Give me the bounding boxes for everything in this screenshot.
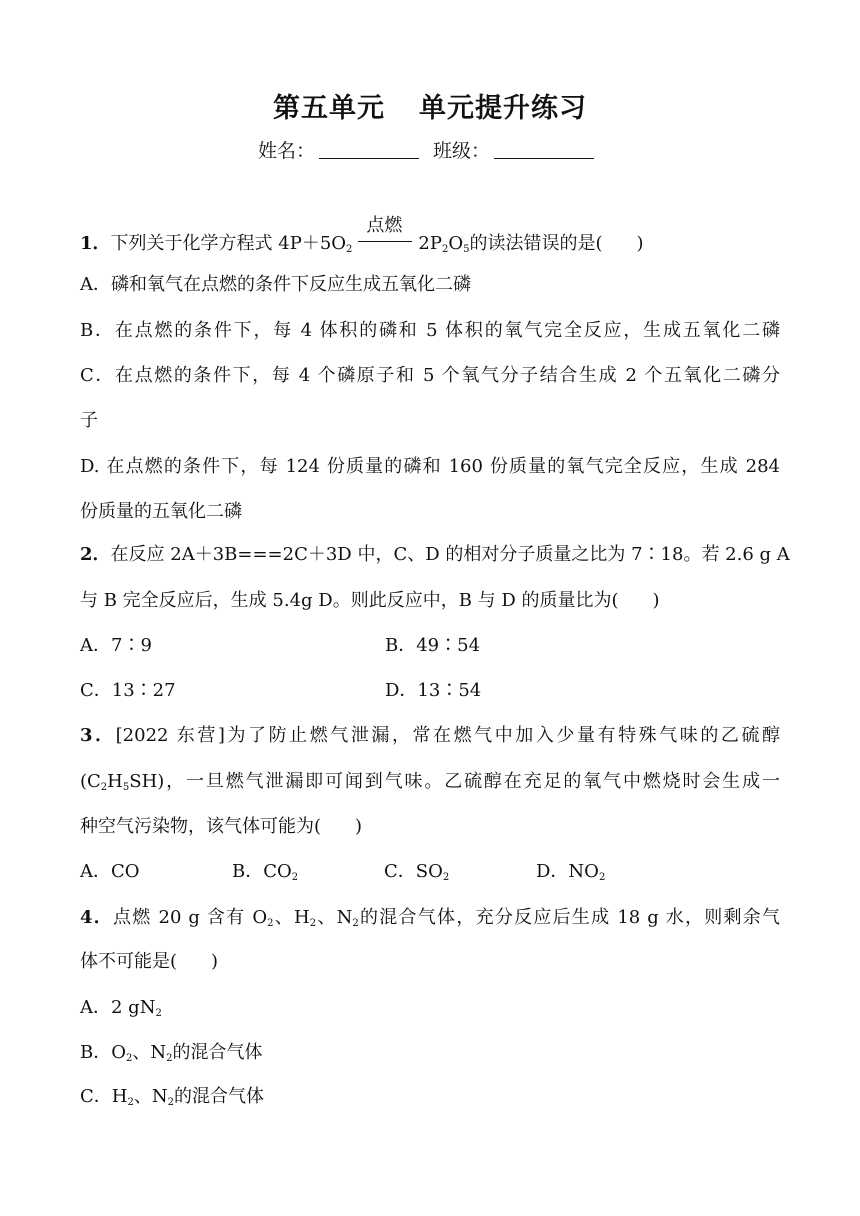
q4-sub-3: 2 <box>352 918 359 929</box>
q4-option-c-sub-2: 2 <box>167 1097 174 1108</box>
q1-option-c-cont: 子 <box>80 410 98 431</box>
q3-number: 3． <box>80 725 116 746</box>
q2-option-b: B．49∶54 <box>385 635 481 656</box>
q2-stem-tail: 与 B 完全反应后，生成 5.4g D。则此反应中，B 与 D 的质量比为( <box>80 590 619 611</box>
q4-option-b-text-b: 、N <box>132 1042 167 1063</box>
q3-option-c-subscript: 2 <box>442 872 450 883</box>
q3-option-c <box>384 857 536 887</box>
q4-option-c-text-a: C．H <box>80 1086 128 1107</box>
q4-option-c-text-b: 、N <box>133 1086 168 1107</box>
q1-product-o: O <box>448 233 464 254</box>
q2-stem-text: 在反应 2A＋3B===2C＋3D 中，C、D 的相对分子质量之比为 7∶18。若 2.6 g A <box>110 544 790 565</box>
q3-option-a: A．CO <box>80 861 140 882</box>
reaction-condition: 点燃 <box>366 215 403 236</box>
class-blank[interactable] <box>494 140 594 159</box>
q3-option-b-subscript: 2 <box>291 872 299 883</box>
q4-sub-2: 2 <box>309 918 317 929</box>
q1-stem-tail: 的读法错误的是( <box>469 233 603 254</box>
q2-options-row2 <box>80 676 780 706</box>
q3-stem-tail: 种空气污染物，该气体可能为( <box>80 816 322 837</box>
q3-option-b-text: B．CO <box>232 861 292 882</box>
q4-option-a <box>80 993 780 1023</box>
q4-text-c: 、N <box>316 907 353 928</box>
q4-option-b-sub-1: 2 <box>125 1053 133 1064</box>
q1-option-a: A．磷和氧气在点燃的条件下反应生成五氧化二磷 <box>80 274 471 295</box>
q4-text-b: 、H <box>273 907 310 928</box>
unit-title: 第五单元 <box>273 93 385 124</box>
q1-stem <box>80 215 780 259</box>
q2-option-d: D．13∶54 <box>385 680 482 701</box>
q4-sub-1: 2 <box>267 918 274 929</box>
q4-close-paren: ) <box>211 951 219 972</box>
unit-subtitle: 单元提升练习 <box>419 93 587 124</box>
q1-option-d-cont: 份质量的五氧化二磷 <box>80 501 242 522</box>
q4-option-c-sub-1: 2 <box>127 1097 134 1108</box>
q2-stem <box>80 540 790 570</box>
name-blank[interactable] <box>319 140 419 159</box>
q3-formula-c: (C <box>80 771 101 792</box>
q1-close-paren: ) <box>636 233 644 254</box>
q3-close-paren: ) <box>355 816 363 837</box>
q3-stem-text: [2022 东营]为了防止燃气泄漏，常在燃气中加入少量有特殊气味的乙硫醇 <box>115 725 781 746</box>
name-label: 姓名： <box>257 140 315 162</box>
q1-stem-text: 下列关于化学方程式 4P＋5O <box>110 233 347 254</box>
q4-stem <box>80 903 780 933</box>
q4-stem-tail: 体不可能是( <box>80 951 178 972</box>
q4-option-b <box>80 1038 780 1068</box>
q1-option-d: D. 在点燃的条件下，每 124 份质量的磷和 160 份质量的氧气完全反应，生成 284 <box>80 456 780 477</box>
q2-option-a: A．7∶9 <box>80 635 152 656</box>
q4-option-a-subscript: 2 <box>155 1008 162 1019</box>
q2-stem-cont <box>80 586 780 616</box>
q4-stem-cont <box>80 947 780 977</box>
q3-stem <box>80 721 780 751</box>
reaction-arrow <box>358 241 412 242</box>
q1-p-subscript: 2 <box>441 244 449 255</box>
name-class-row <box>0 136 860 163</box>
q2-option-c: C．13∶27 <box>80 680 176 701</box>
q3-option-d-text: D．NO <box>536 861 599 882</box>
q2-options-row1 <box>80 631 780 661</box>
q3-stem-cont <box>80 767 780 797</box>
q3-c-subscript: 2 <box>100 782 108 793</box>
q3-option-c-text: C．SO <box>384 861 443 882</box>
q4-option-b-text-c: 的混合气体 <box>172 1042 263 1063</box>
reaction-condition-arrow <box>356 215 414 259</box>
q3-option-d <box>536 857 688 887</box>
q1-o2-subscript: 2 <box>346 244 353 255</box>
page-title <box>0 86 860 125</box>
q1-product-p: 2P <box>418 233 442 254</box>
class-label: 班级： <box>433 140 491 162</box>
q1-number: 1． <box>80 233 111 254</box>
q3-option-d-subscript: 2 <box>598 872 606 883</box>
q4-number: 4． <box>80 907 114 928</box>
q1-option-c: C．在点燃的条件下，每 4 个磷原子和 5 个氧气分子结合生成 2 个五氧化二磷分 <box>80 365 780 386</box>
q2-number: 2． <box>80 544 111 565</box>
q3-options-row <box>80 857 780 887</box>
q3-formula-h: H <box>107 771 123 792</box>
q3-h-subscript: 5 <box>122 782 130 793</box>
q4-text-a: 点燃 20 g 含有 O <box>113 907 268 928</box>
q3-option-b <box>232 857 384 887</box>
q4-option-c <box>80 1082 780 1112</box>
q3-stem-cont2 <box>80 812 780 842</box>
q4-option-a-text: A．2 gN <box>80 997 156 1018</box>
q4-text-d: 的混合气体，充分反应后生成 18 g 水，则剩余气 <box>358 907 781 928</box>
q4-option-b-sub-2: 2 <box>166 1053 173 1064</box>
q2-close-paren: ) <box>652 590 660 611</box>
q1-option-b: B．在点燃的条件下，每 4 体积的磷和 5 体积的氧气完全反应，生成五氧化二磷 <box>80 320 780 341</box>
q3-stem-text-2: SH)，一旦燃气泄漏即可闻到气味。乙硫醇在充足的氧气中燃烧时会生成一 <box>129 771 780 792</box>
q4-option-b-text-a: B．O <box>80 1042 126 1063</box>
q4-option-c-text-c: 的混合气体 <box>173 1086 264 1107</box>
q1-o-subscript: 5 <box>463 244 470 255</box>
